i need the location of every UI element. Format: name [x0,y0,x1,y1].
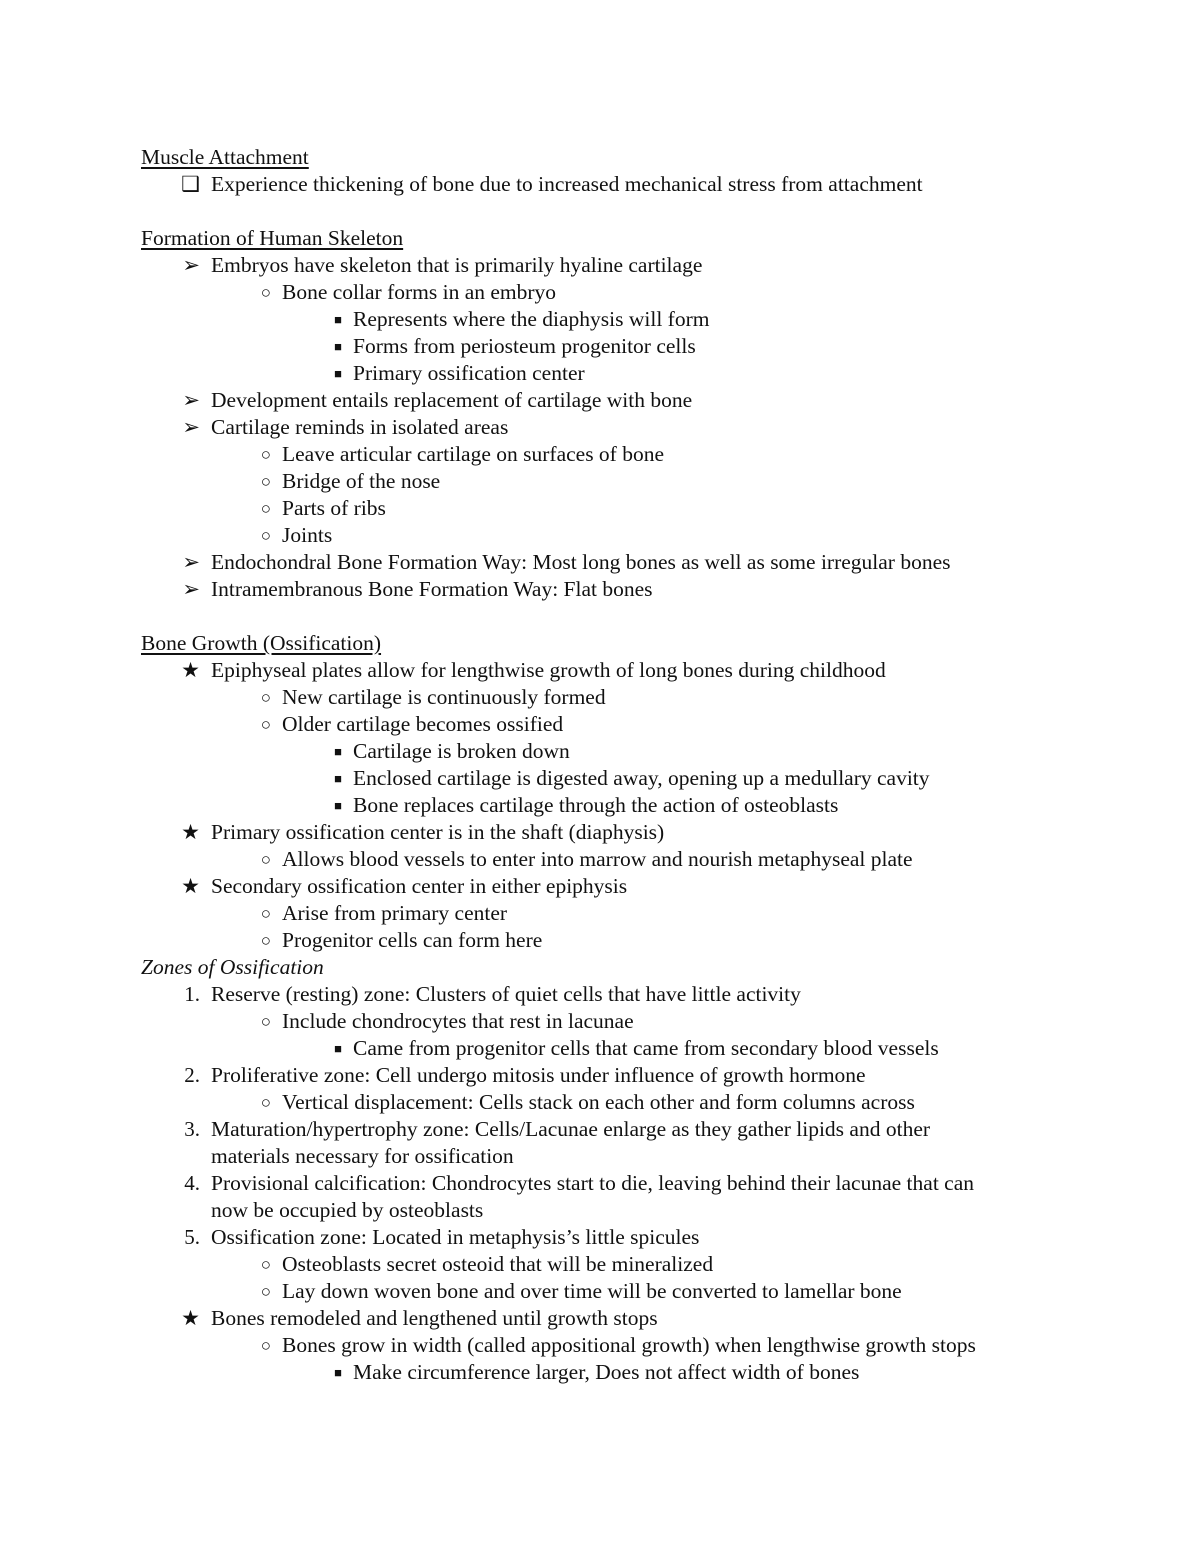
list-item-text: now be occupied by osteoblasts [211,1198,484,1222]
list-item-text: Development entails replacement of cartilage with bone [211,388,693,412]
list-item [0,360,1200,387]
list-item-text: Lay down woven bone and over time will be converted to lamellar bone [282,1279,902,1303]
list-item [0,1116,1200,1143]
circle-bullet-icon: ○ [260,445,271,464]
list-item [0,576,1200,603]
list-item [0,522,1200,549]
circle-bullet-icon: ○ [260,850,271,869]
list-item-text: Make circumference larger, Does not affect width of bones [353,1360,860,1384]
list-item [0,1062,1200,1089]
circle-bullet-icon: ○ [260,1012,271,1031]
list-item [0,1305,1200,1332]
arrow-bullet-icon: ➢ [182,415,200,439]
list-item-text: Forms from periosteum progenitor cells [353,334,696,358]
list-item [0,441,1200,468]
list-item-text: Bones grow in width (called appositional growth) when lengthwise growth stops [282,1333,976,1357]
list-item-text: Represents where the diaphysis will form [353,307,710,331]
list-item-text: Maturation/hypertrophy zone: Cells/Lacunae enlarge as they gather lipids and other [211,1117,931,1141]
circle-bullet-icon: ○ [260,283,271,302]
list-item-text: Intramembranous Bone Formation Way: Flat bones [211,577,653,601]
square-bullet-icon: ■ [334,312,342,327]
list-item-text: Include chondrocytes that rest in lacunae [282,1009,634,1033]
list-item [0,549,1200,576]
star-bullet-icon: ★ [181,1306,200,1330]
list-item-text: Epiphyseal plates allow for lengthwise growth of long bones during childhood [211,658,886,682]
list-number: 1. [184,982,200,1006]
arrow-bullet-icon: ➢ [182,550,200,574]
blank-line [0,603,1200,630]
arrow-bullet-icon: ➢ [182,253,200,277]
list-number: 3. [184,1117,200,1141]
circle-bullet-icon: ○ [260,499,271,518]
list-item [0,765,1200,792]
star-bullet-icon: ★ [181,658,200,682]
square-bullet-icon: ■ [334,339,342,354]
list-item-text: Cartilage reminds in isolated areas [211,415,509,439]
arrow-bullet-icon: ➢ [182,388,200,412]
list-item-text: Ossification zone: Located in metaphysis’s little spicules [211,1225,700,1249]
list-item [0,1332,1200,1359]
list-item [0,819,1200,846]
square-bullet-icon: ■ [334,744,342,759]
arrow-bullet-icon: ➢ [182,577,200,601]
list-item [0,279,1200,306]
heading-text: Formation of Human Skeleton [141,226,404,250]
list-item [0,873,1200,900]
square-bullet-icon: ■ [334,771,342,786]
list-item-continuation [0,1197,1200,1224]
list-item-text: Leave articular cartilage on surfaces of bone [282,442,665,466]
list-item [0,792,1200,819]
circle-bullet-icon: ○ [260,1336,271,1355]
list-item [0,495,1200,522]
list-item-text: Parts of ribs [282,496,386,520]
list-item-text: Came from progenitor cells that came from secondary blood vessels [353,1036,939,1060]
circle-bullet-icon: ○ [260,472,271,491]
square-bullet-icon: ■ [334,798,342,813]
list-item-text: Joints [282,523,333,547]
list-item-text: Provisional calcification: Chondrocytes start to die, leaving behind their lacunae that can [211,1171,975,1195]
list-item [0,1035,1200,1062]
list-item-text: Vertical displacement: Cells stack on each other and form columns across [282,1090,915,1114]
list-item [0,1170,1200,1197]
list-number: 4. [184,1171,200,1195]
list-item [0,657,1200,684]
list-item-text: Reserve (resting) zone: Clusters of quiet cells that have little activity [211,982,801,1006]
list-item-text: Arise from primary center [282,901,508,925]
circle-bullet-icon: ○ [260,688,271,707]
list-item-text: New cartilage is continuously formed [282,685,606,709]
list-item [0,414,1200,441]
heading-text: Bone Growth (Ossification) [141,631,382,655]
list-item-text: Osteoblasts secret osteoid that will be mineralized [282,1252,714,1276]
list-item [0,981,1200,1008]
list-item [0,1359,1200,1386]
list-item-continuation [0,1143,1200,1170]
square-bullet-icon: ■ [334,1041,342,1056]
section-heading [0,225,1200,252]
list-item-text: materials necessary for ossification [211,1144,514,1168]
list-item [0,1089,1200,1116]
list-item-text: Embryos have skeleton that is primarily hyaline cartilage [211,253,703,277]
list-item-text: Experience thickening of bone due to increased mechanical stress from attachment [211,172,923,196]
list-number: 5. [184,1225,200,1249]
list-item-text: Primary ossification center is in the shaft (diaphysis) [211,820,665,844]
star-bullet-icon: ★ [181,874,200,898]
circle-bullet-icon: ○ [260,715,271,734]
blank-line [0,198,1200,225]
list-item [0,1278,1200,1305]
list-item [0,927,1200,954]
list-item [0,711,1200,738]
list-item-text: Proliferative zone: Cell undergo mitosis under influence of growth hormone [211,1063,866,1087]
list-item [0,1224,1200,1251]
list-item-text: Allows blood vessels to enter into marrow and nourish metaphyseal plate [282,847,913,871]
checkbox-bullet-icon: ❑ [181,172,200,196]
list-item-text: Bones remodeled and lengthened until growth stops [211,1306,658,1330]
list-item [0,468,1200,495]
subsection-heading [0,954,1200,981]
circle-bullet-icon: ○ [260,1282,271,1301]
circle-bullet-icon: ○ [260,1255,271,1274]
list-item [0,900,1200,927]
list-item-text: Older cartilage becomes ossified [282,712,564,736]
list-item-text: Secondary ossification center in either epiphysis [211,874,628,898]
circle-bullet-icon: ○ [260,904,271,923]
heading-text: Muscle Attachment [141,145,309,169]
list-item [0,306,1200,333]
list-item-text: Progenitor cells can form here [282,928,543,952]
list-item-text: Endochondral Bone Formation Way: Most long bones as well as some irregular bones [211,550,951,574]
circle-bullet-icon: ○ [260,1093,271,1112]
list-item [0,1251,1200,1278]
list-item-text: Cartilage is broken down [353,739,570,763]
list-number: 2. [184,1063,200,1087]
list-item [0,738,1200,765]
list-item [0,171,1200,198]
square-bullet-icon: ■ [334,1365,342,1380]
list-item-text: Bone collar forms in an embryo [282,280,557,304]
square-bullet-icon: ■ [334,366,342,381]
list-item-text: Bone replaces cartilage through the action of osteoblasts [353,793,839,817]
list-item [0,846,1200,873]
list-item-text: Primary ossification center [353,361,585,385]
list-item [0,252,1200,279]
circle-bullet-icon: ○ [260,931,271,950]
list-item [0,684,1200,711]
section-heading [0,144,1200,171]
star-bullet-icon: ★ [181,820,200,844]
section-heading [0,630,1200,657]
list-item [0,1008,1200,1035]
list-item-text: Enclosed cartilage is digested away, opening up a medullary cavity [353,766,930,790]
circle-bullet-icon: ○ [260,526,271,545]
list-item [0,387,1200,414]
document-body [0,144,1200,1386]
list-item-text: Bridge of the nose [282,469,441,493]
list-item [0,333,1200,360]
subheading-text: Zones of Ossification [141,955,324,979]
